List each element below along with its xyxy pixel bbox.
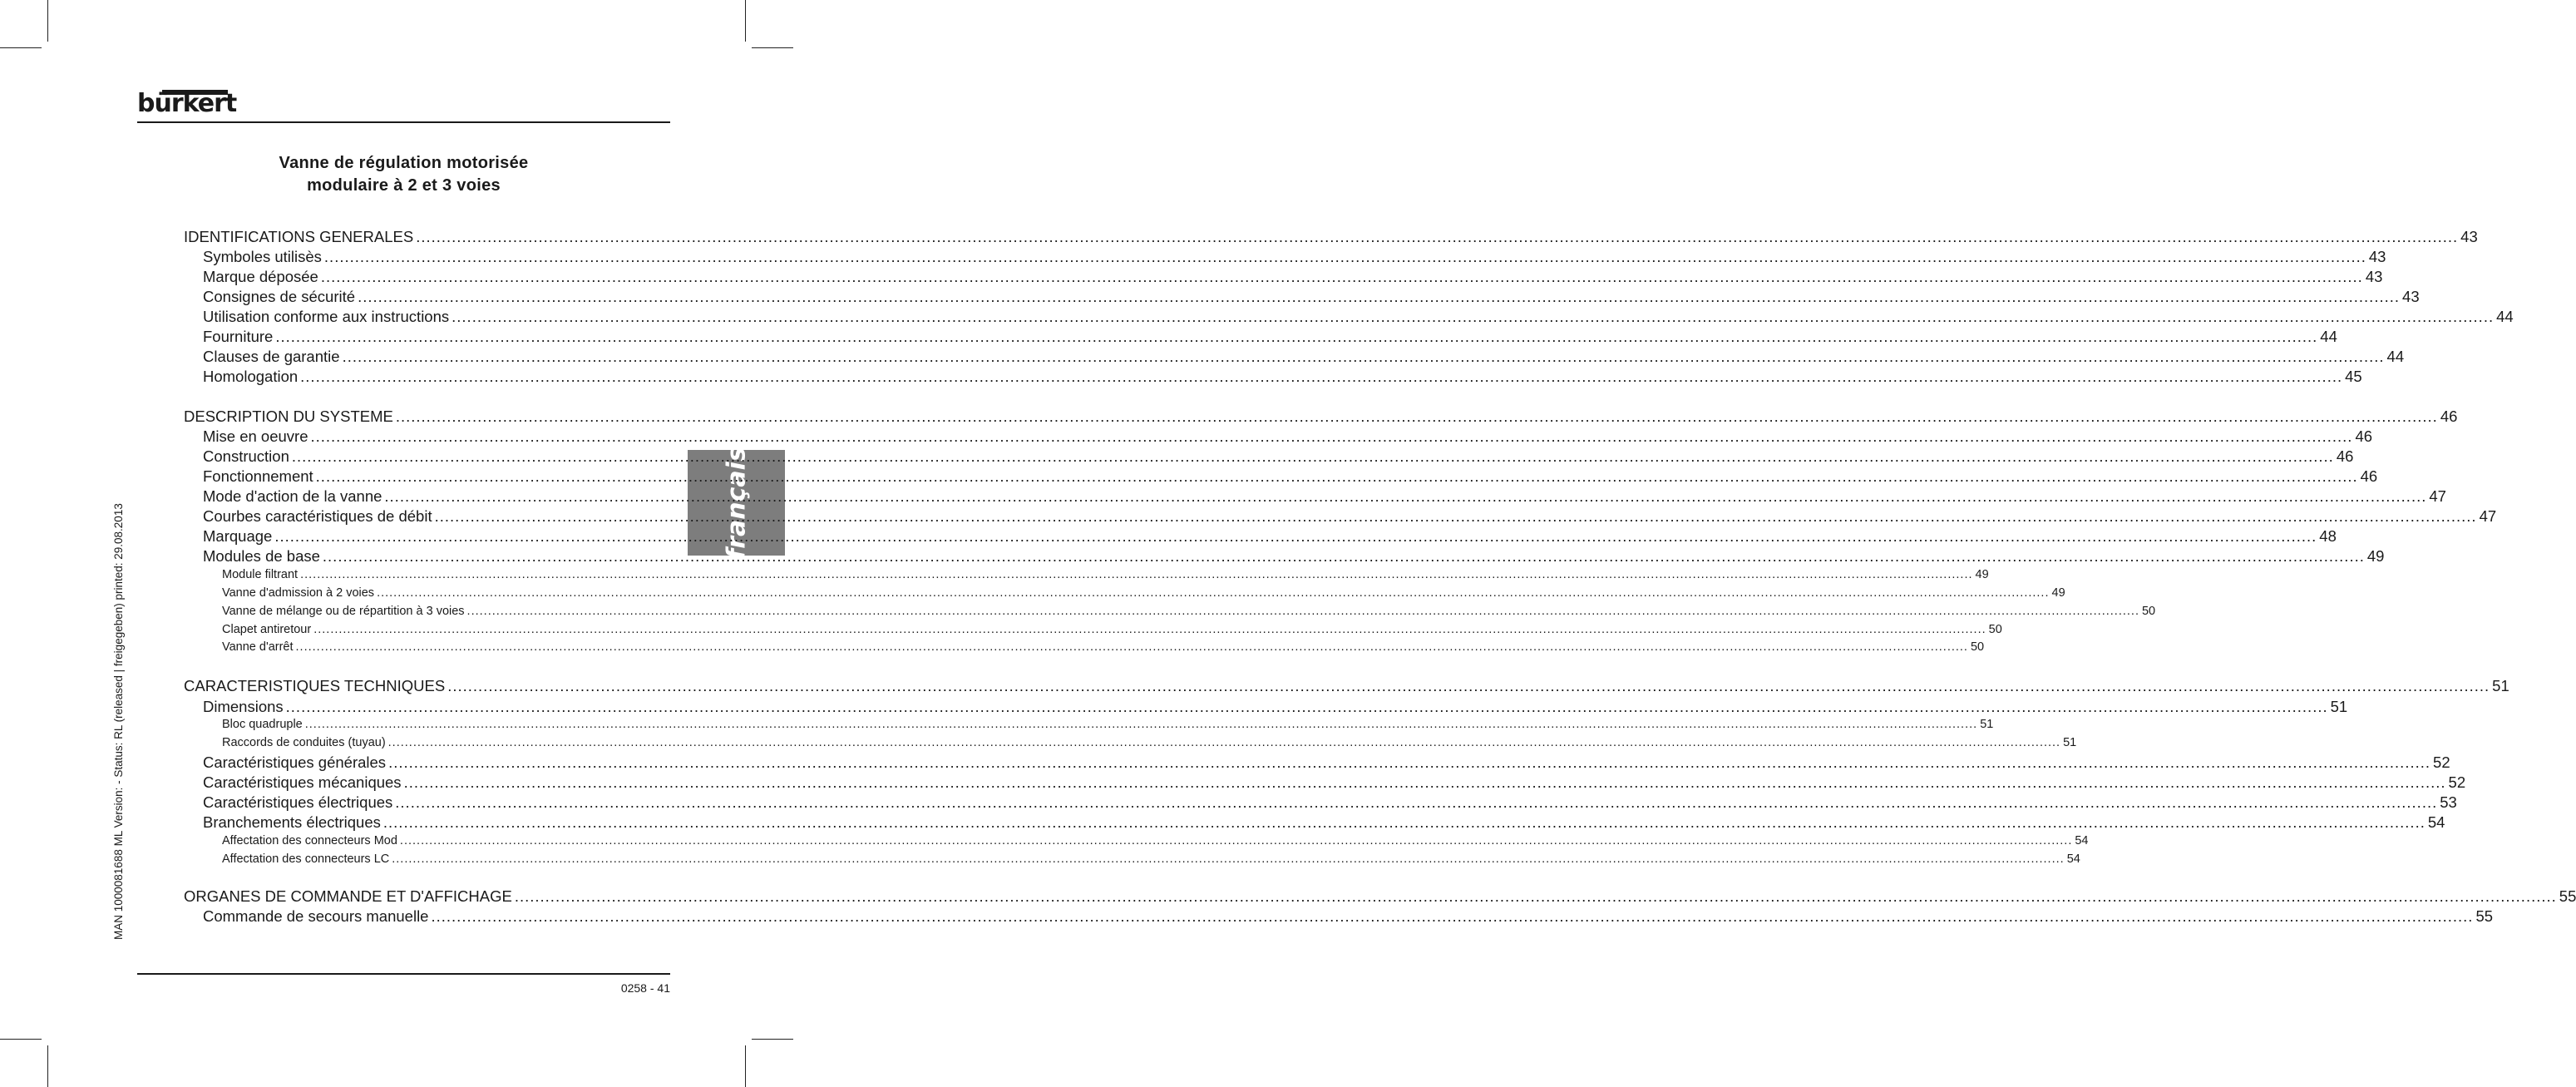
toc-leader-dots: ................................................................................................................................................................................................................................................................................................................................................................................................................ [320,268,2363,285]
toc-entry-title: Marquage [203,527,273,545]
toc-entry-page: 43 [2460,228,2478,245]
toc-entry-title: ORGANES DE COMMANDE ET D'AFFICHAGE [184,887,512,905]
toc-leader-dots: ................................................................................................................................................................................................................................................................................................................................................................................................................ [431,907,2474,925]
toc-entry[interactable] [222,852,2080,869]
toc-leader-dots: ................................................................................................................................................................................................................................................................................................................................................................................................................ [304,718,1978,731]
toc-entry[interactable] [184,677,2509,697]
toc-leader-dots: ................................................................................................................................................................................................................................................................................................................................................................................................................ [342,348,2385,365]
toc-entry-title: Caractéristiques générales [203,753,387,771]
toc-leader-dots: ................................................................................................................................................................................................................................................................................................................................................................................................................ [291,447,2334,465]
crop-mark [752,47,793,48]
document-status-meta: MAN 1000081688 ML Version: - Status: RL (released | freigegeben) printed: 29.08.2013 [112,503,125,940]
toc-entry-title: Bloc quadruple [222,718,303,731]
toc-entry[interactable] [203,467,2378,487]
toc-leader-dots: ................................................................................................................................................................................................................................................................................................................................................................................................................ [384,487,2427,505]
toc-entry[interactable] [203,907,2494,927]
toc-entry-page: 46 [2355,427,2373,445]
toc-leader-dots: ................................................................................................................................................................................................................................................................................................................................................................................................................ [395,793,2438,811]
toc-entry-page: 43 [2365,268,2383,285]
document-title [137,152,670,197]
toc-leader-dots: ................................................................................................................................................................................................................................................................................................................................................................................................................ [285,698,2328,715]
toc-entry[interactable] [203,793,2457,813]
toc-entry-page: 43 [2402,288,2420,305]
toc-entry-title: Construction [203,447,289,465]
toc-entry-title: Branchements électriques [203,813,381,831]
toc-entry-title: Affectation des connecteurs Mod [222,834,397,847]
toc-entry-title: Vanne de mélange ou de répartition à 3 voies [222,605,465,618]
toc-entry-title: Dimensions [203,698,284,715]
toc-leader-dots: ................................................................................................................................................................................................................................................................................................................................................................................................................ [300,368,2343,385]
toc-entry-page: 46 [2360,467,2378,485]
toc-entry[interactable] [203,348,2405,368]
toc-entry[interactable] [203,698,2348,718]
crop-mark [0,1039,42,1040]
toc-entry-page: 47 [2429,487,2446,505]
toc-entry[interactable] [222,718,1994,734]
toc-entry-page: 44 [2320,328,2337,345]
toc-entry[interactable] [203,427,2373,447]
toc-entry-title: Modules de base [203,547,320,565]
toc-entry[interactable] [184,228,2478,248]
toc-entry[interactable] [203,328,2337,348]
toc-entry[interactable] [222,736,2077,753]
toc-entry-title: Commande de secours manuelle [203,907,429,925]
toc-entry-page: 51 [2063,736,2077,749]
toc-entry-page: 50 [1970,640,1985,654]
toc-entry-page: 49 [2366,547,2385,565]
toc-entry-title: Clapet antiretour [222,623,312,636]
toc-entry[interactable] [203,308,2514,328]
toc-entry-page: 52 [2448,773,2466,791]
toc-entry-title: Caractéristiques mécaniques [203,773,402,791]
toc-entry[interactable] [203,507,2497,527]
toc-leader-dots: ................................................................................................................................................................................................................................................................................................................................................................................................................ [416,228,2459,245]
toc-entry-title: Symboles utilisès [203,248,322,265]
toc-leader-dots: ................................................................................................................................................................................................................................................................................................................................................................................................................ [358,288,2401,305]
toc-entry[interactable] [203,753,2450,773]
toc-leader-dots: ................................................................................................................................................................................................................................................................................................................................................................................................................ [447,677,2490,694]
toc-entry[interactable] [184,408,2458,427]
title-line-1: Vanne de régulation motorisée [279,154,529,172]
toc-entry-title: Vanne d'admission à 2 voies [222,586,375,600]
toc-entry[interactable] [203,527,2337,547]
toc-entry-title: DESCRIPTION DU SYSTEME [184,408,393,425]
toc-entry-page: 54 [2075,834,2089,847]
toc-leader-dots: ................................................................................................................................................................................................................................................................................................................................................................................................................ [323,248,2366,265]
toc-leader-dots: ................................................................................................................................................................................................................................................................................................................................................................................................................ [452,308,2495,325]
toc-entry[interactable] [222,568,1989,585]
toc-entry-page: 46 [2336,447,2354,465]
toc-leader-dots: ................................................................................................................................................................................................................................................................................................................................................................................................................ [300,568,1973,581]
page-number: 0258 - 41 [620,981,670,995]
toc-entry-page: 55 [2559,887,2576,905]
toc-leader-dots: ................................................................................................................................................................................................................................................................................................................................................................................................................ [275,328,2318,345]
toc-leader-dots: ................................................................................................................................................................................................................................................................................................................................................................................................................ [466,605,2139,618]
toc-entry-title: Vanne d'arrêt [222,640,294,654]
toc-entry-page: 55 [2475,907,2494,925]
brand-logo: bürkert [137,89,237,118]
toc-leader-dots: ................................................................................................................................................................................................................................................................................................................................................................................................................ [274,527,2317,545]
header-rule [137,121,670,123]
toc-entry[interactable] [222,623,2002,640]
toc-entry[interactable] [203,268,2383,288]
toc-entry[interactable] [203,248,2386,268]
toc-entry-title: IDENTIFICATIONS GENERALES [184,228,414,245]
toc-entry[interactable] [203,368,2362,388]
toc-leader-dots: ................................................................................................................................................................................................................................................................................................................................................................................................................ [403,773,2446,791]
toc-leader-dots: ................................................................................................................................................................................................................................................................................................................................................................................................................ [313,623,1986,636]
toc-entry-page: 54 [2066,852,2080,866]
toc-entry-page: 53 [2440,793,2457,811]
toc-entry-page: 47 [2479,507,2497,525]
toc-entry-title: Homologation [203,368,299,385]
toc-entry-title: Mode d'action de la vanne [203,487,382,505]
toc-entry-page: 52 [2433,753,2450,771]
toc-entry-title: Clauses de garantie [203,348,340,365]
toc-leader-dots: ................................................................................................................................................................................................................................................................................................................................................................................................................ [399,834,2073,847]
footer-rule [137,973,670,975]
toc-leader-dots: ................................................................................................................................................................................................................................................................................................................................................................................................................ [388,753,2431,771]
toc-entry-title: Utilisation conforme aux instructions [203,308,450,325]
crop-mark [47,1045,48,1087]
toc-entry-page: 43 [2368,248,2386,265]
toc-leader-dots: ................................................................................................................................................................................................................................................................................................................................................................................................................ [377,586,2050,600]
toc-entry[interactable] [222,640,1985,657]
toc-entry-title: Fonctionnement [203,467,313,485]
toc-entry-page: 51 [2492,677,2509,694]
toc-entry-title: Consignes de sécurité [203,288,356,305]
toc-entry-title: Raccords de conduites (tuyau) [222,736,386,749]
toc-entry-title: Courbes caractéristiques de débit [203,507,432,525]
toc-entry-page: 50 [1988,623,2002,636]
toc-leader-dots: ................................................................................................................................................................................................................................................................................................................................................................................................................ [387,736,2061,749]
toc-entry-page: 51 [2330,698,2348,715]
toc-entry[interactable] [203,447,2354,467]
crop-mark [0,47,42,48]
toc-entry[interactable] [203,813,2445,833]
toc-entry-title: Marque déposée [203,268,318,285]
title-line-2: modulaire à 2 et 3 voies [307,176,501,195]
toc-leader-dots: ................................................................................................................................................................................................................................................................................................................................................................................................................ [434,507,2477,525]
toc-entry-page: 48 [2319,527,2337,545]
crop-mark [745,1045,746,1087]
toc-entry-page: 51 [1980,718,1994,731]
toc-entry-title: Affectation des connecteurs LC [222,852,390,866]
crop-mark [745,0,746,42]
toc-entry-title: Caractéristiques électriques [203,793,393,811]
toc-entry[interactable] [203,547,2385,567]
toc-entry-title: CARACTERISTIQUES TECHNIQUES [184,677,446,694]
toc-leader-dots: ................................................................................................................................................................................................................................................................................................................................................................................................................ [392,852,2065,866]
toc-entry-page: 45 [2345,368,2362,385]
toc-entry-page: 54 [2427,813,2445,831]
toc-entry-title: Fourniture [203,328,274,345]
toc-entry[interactable] [203,487,2446,507]
toc-leader-dots: ................................................................................................................................................................................................................................................................................................................................................................................................................ [514,887,2557,905]
toc-entry-page: 50 [2141,605,2156,618]
toc-entry-page: 44 [2386,348,2405,365]
toc-entry[interactable] [222,834,2089,851]
toc-entry[interactable] [222,605,2156,621]
toc-leader-dots: ................................................................................................................................................................................................................................................................................................................................................................................................................ [315,467,2358,485]
toc-entry[interactable] [203,288,2420,308]
toc-leader-dots: ................................................................................................................................................................................................................................................................................................................................................................................................................ [310,427,2353,445]
language-tab-label: français [722,446,751,560]
toc-leader-dots: ................................................................................................................................................................................................................................................................................................................................................................................................................ [322,547,2365,565]
toc-leader-dots: ................................................................................................................................................................................................................................................................................................................................................................................................................ [382,813,2425,831]
toc-entry-title: Module filtrant [222,568,299,581]
toc-entry[interactable] [222,586,2065,603]
toc-entry-page: 49 [2051,586,2065,600]
toc-entry-page: 44 [2496,308,2514,325]
toc-leader-dots: ................................................................................................................................................................................................................................................................................................................................................................................................................ [295,640,1968,654]
toc-leader-dots: ................................................................................................................................................................................................................................................................................................................................................................................................................ [395,408,2438,425]
toc-entry-page: 46 [2440,408,2458,425]
toc-entry[interactable] [184,887,2576,907]
toc-entry[interactable] [203,773,2466,793]
toc-entry-page: 49 [1975,568,1989,581]
toc-entry-title: Mise en oeuvre [203,427,308,445]
crop-mark [47,0,48,42]
crop-mark [752,1039,793,1040]
